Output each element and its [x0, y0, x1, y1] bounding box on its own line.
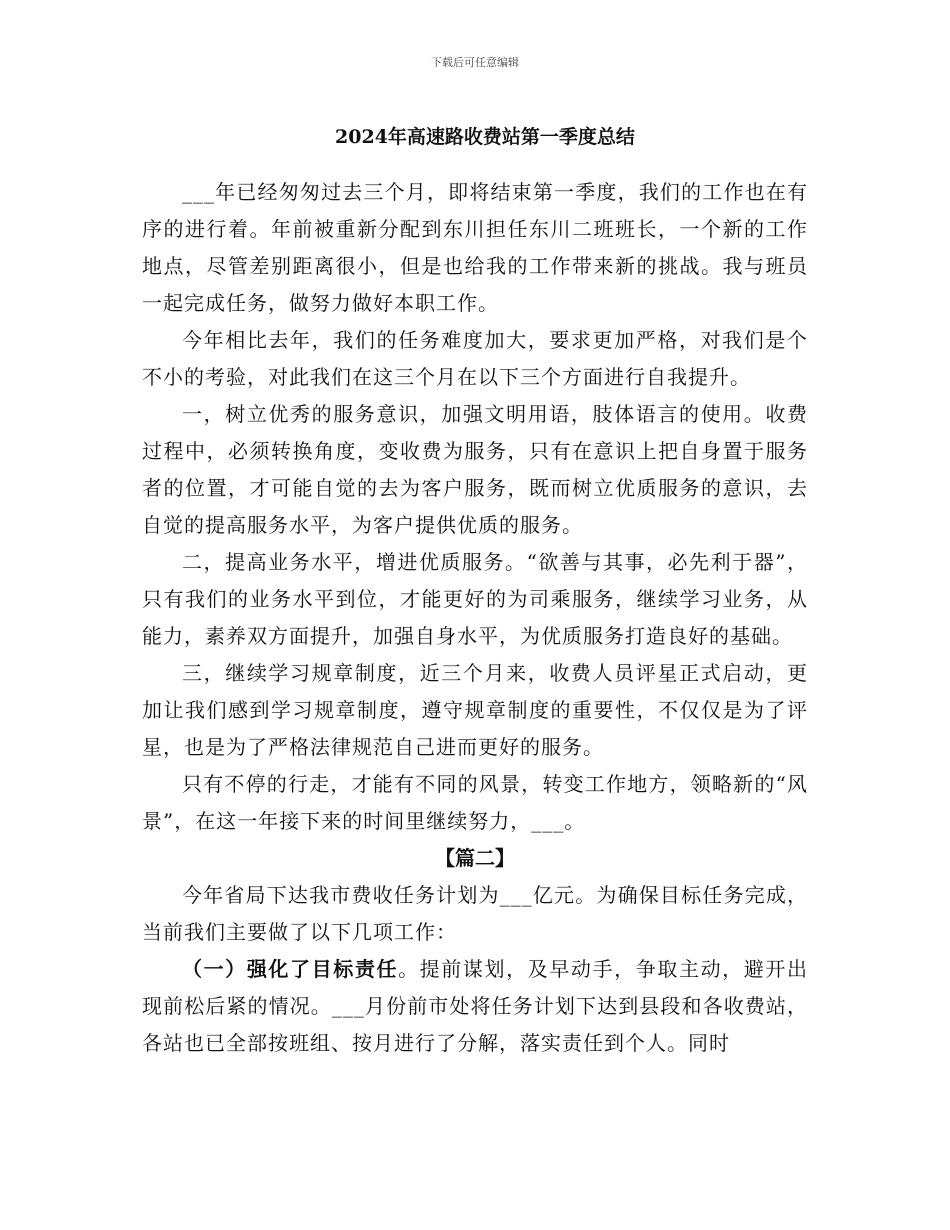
paragraph-2: 今年相比去年，我们的任务难度加大，要求更加严格，对我们是个不小的考验，对此我们在这三个月在以下三个方面进行自我提升。 [142, 328, 808, 389]
section-item-1-text: 。提前谋划，及早动手，争取主动，避开出现前松后紧的情况。___月份前市处将任务计划下达到县段和各收费站，各站也已全部按班组、按月进行了分解，落实责任到个人。同时 [142, 957, 809, 1055]
section-title: 【篇二】 [435, 846, 515, 870]
section-item-1 [142, 951, 808, 1062]
paragraph-3: 一，树立优秀的服务意识，加强文明用语，肢体语言的使用。收费过程中，必须转换角度，变收费为服务，只有在意识上把自身置于服务者的位置，才可能自觉的去为客户服务，既而树立优质服务的意识，去自觉的提高服务水平，为客户提供优质的服务。 [142, 402, 808, 537]
paragraph-1: ___年已经匆匆过去三个月，即将结束第一季度，我们的工作也在有序的进行着。年前被重新分配到东川担任东川二班班长，一个新的工作地点，尽管差别距离很小，但是也给我的工作带来新的挑战。我与班员一起完成任务，做努力做好本职工作。 [142, 180, 808, 315]
paragraph-5: 三，继续学习规章制度，近三个月来，收费人员评星正式启动，更加让我们感到学习规章制度，遵守规章制度的重要性，不仅仅是为了评星，也是为了严格法律规范自己进而更好的服务。 [142, 661, 808, 759]
section-intro: 今年省局下达我市费收任务计划为___亿元。为确保目标任务完成，当前我们主要做了以下几项工作： [142, 883, 808, 944]
header-note: 下载后可任意编辑 [431, 56, 519, 69]
document-body [142, 118, 808, 1062]
paragraph-4: 二，提高业务水平，增进优质服务。“欲善与其事，必先利于器”，只有我们的业务水平到位，才能更好的为司乘服务，继续学习业务，从能力，素养双方面提升，加强自身水平，为优质服务打造良好的基础。 [142, 550, 808, 648]
document-title: 2024年高速路收费站第一季度总结 [335, 126, 635, 148]
section-item-1-lead: （一）强化了目标责任 [182, 957, 399, 981]
paragraph-6: 只有不停的行走，才能有不同的风景，转变工作地方，领略新的“风景”，在这一年接下来的时间里继续努力，___。 [142, 772, 808, 833]
